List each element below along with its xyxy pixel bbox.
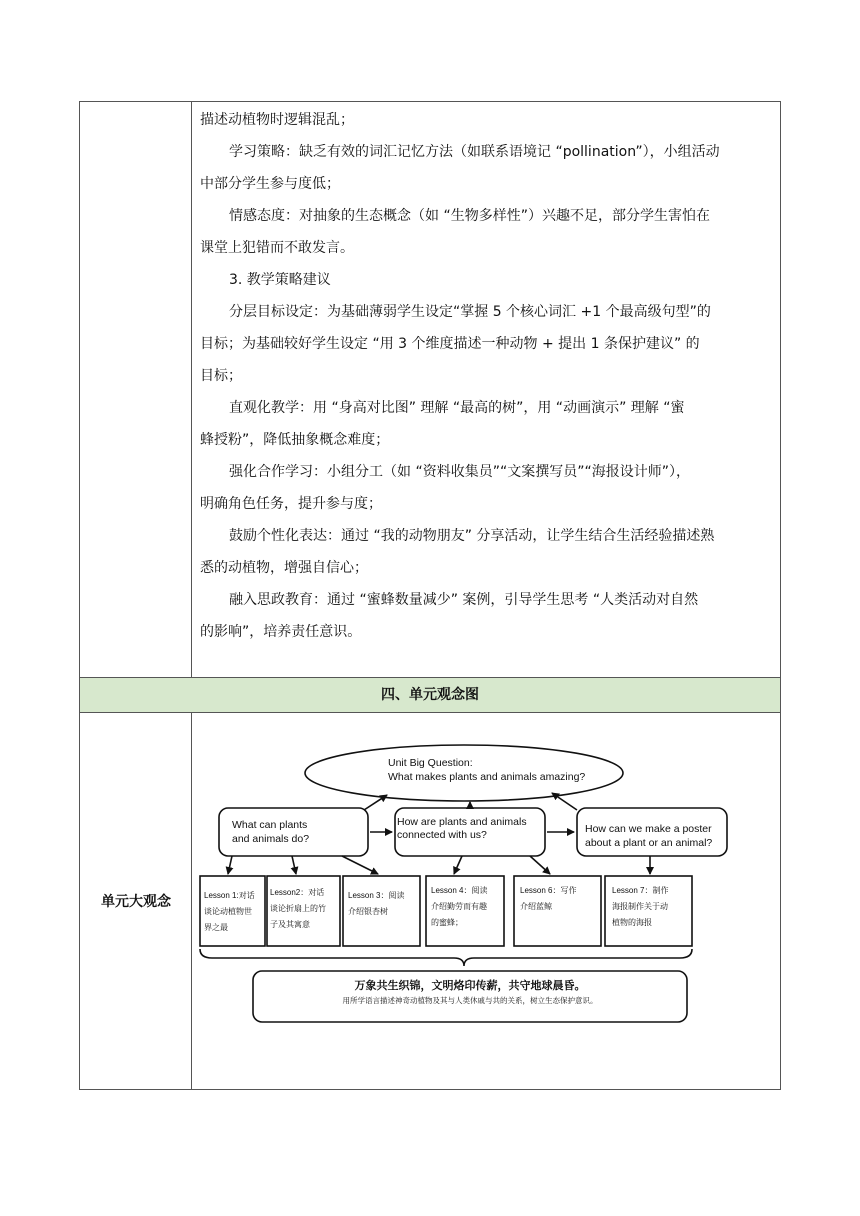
analysis-row	[80, 102, 780, 678]
analysis-content-cell	[192, 102, 780, 677]
lesson-1-line2: 谈论动植物世	[204, 907, 252, 916]
lesson-7-line3: 植物的海报	[612, 918, 652, 927]
paragraph-line: 直观化教学：用 “身高对比图” 理解 “最高的树”，用 “动画演示” 理解 “蜜	[229, 400, 685, 416]
lesson-2-line1: Lesson2：对话	[270, 888, 325, 897]
paragraph-line: 强化合作学习：小组分工（如 “资料收集员”“文案撰写员”“海报设计师”），	[229, 464, 690, 480]
question-2-line2: connected with us?	[397, 829, 487, 841]
analysis-text	[192, 104, 782, 648]
lesson-2-line2: 谈论折扇上的竹	[270, 904, 326, 913]
question-1-line1: What can plants	[232, 819, 308, 831]
summary-line1: 万象共生织锦，文明烙印传薪，共守地球晨昏。	[354, 980, 586, 992]
row-label: 单元大观念	[101, 894, 171, 910]
arrow-q1-to-l2	[292, 856, 296, 874]
question-node-1	[219, 808, 368, 856]
lesson-6-line1: Lesson 6：写作	[520, 886, 577, 895]
question-2-line1: How are plants and animals	[397, 816, 527, 828]
row-label-cell-empty	[80, 102, 192, 677]
lesson-1-line3: 界之最	[204, 923, 228, 932]
paragraph-line: 悉的动植物，增强自信心；	[200, 560, 368, 576]
paragraph-line: 的影响”，培养责任意识。	[200, 624, 362, 640]
section-title: 四、单元观念图	[381, 687, 479, 703]
paragraph-line: 情感态度：对抽象的生态概念（如 “生物多样性”）兴趣不足，部分学生害怕在	[229, 208, 710, 224]
paragraph-line: 蜂授粉”，降低抽象概念难度；	[200, 432, 390, 448]
paragraph-line: 学习策略：缺乏有效的词汇记忆方法（如联系语境记 “pollination”），小组活动	[229, 144, 720, 160]
arrow-q3-to-bigq	[552, 793, 577, 810]
lesson-4-line3: 的蜜蜂；	[431, 918, 463, 927]
summary-line2: 用所学语言描述神奇动植物及其与人类休戚与共的关系，树立生态保护意识。	[342, 996, 598, 1005]
big-question-line1: Unit Big Question:	[388, 757, 473, 769]
section-header-row	[80, 678, 780, 713]
subheading-line: 3. 教学策略建议	[229, 272, 331, 288]
arrow-q1-to-bigq	[364, 795, 387, 810]
paragraph-line: 融入思政教育：通过 “蜜蜂数量减少” 案例，引导学生思考 “人类活动对自然	[229, 592, 699, 608]
lesson-2-line3: 子及其寓意	[270, 920, 310, 929]
big-question-line2: What makes plants and animals amazing?	[388, 771, 586, 783]
paragraph-line: 中部分学生参与度低；	[200, 176, 340, 192]
question-3-line1: How can we make a poster	[585, 823, 712, 835]
lesson-1-line1: Lesson 1:对话	[204, 891, 255, 900]
unit-concept-map	[192, 713, 782, 1089]
paragraph-line: 鼓励个性化表达：通过 “我的动物朋友” 分享活动，让学生结合生活经验描述熟	[229, 528, 715, 544]
question-3-line2: about a plant or an animal?	[585, 837, 713, 849]
lesson-brace	[200, 949, 692, 966]
row-label-cell	[80, 713, 192, 1089]
arrow-q2-to-l4	[454, 856, 462, 874]
arrow-q1-to-l1	[228, 856, 232, 874]
lesson-7-line2: 海报制作关于动	[612, 902, 668, 911]
lesson-4-line2: 介绍勤劳而有趣	[431, 902, 487, 911]
paragraph-line: 明确角色任务，提升参与度；	[200, 496, 382, 512]
arrow-q2-to-l6	[530, 856, 550, 874]
content-table	[79, 101, 781, 1090]
lesson-7-line1: Lesson 7：制作	[612, 886, 669, 895]
paragraph-line: 目标；为基础较好学生设定 “用 3 个维度描述一种动物 + 提出 1 条保护建议” 的	[200, 336, 700, 352]
concept-map-row	[80, 713, 780, 1089]
paragraph-line: 目标；	[200, 368, 242, 384]
concept-map-cell	[192, 713, 780, 1089]
paragraph-line: 分层目标设定：为基础薄弱学生设定“掌握 5 个核心词汇 +1 个最高级句型”的	[229, 304, 711, 320]
arrow-q1-to-l3	[342, 856, 378, 874]
lesson-3-line2: 介绍银杏树	[348, 907, 388, 916]
paragraph-line: 描述动植物时逻辑混乱；	[200, 112, 354, 128]
paragraph-line: 课堂上犯错而不敢发言。	[200, 240, 354, 256]
lesson-6-line2: 介绍蓝鲸	[520, 902, 552, 911]
lesson-4-line1: Lesson 4：阅读	[431, 886, 488, 895]
question-1-line2: and animals do?	[232, 833, 310, 845]
lesson-3-line1: Lesson 3：阅读	[348, 891, 405, 900]
